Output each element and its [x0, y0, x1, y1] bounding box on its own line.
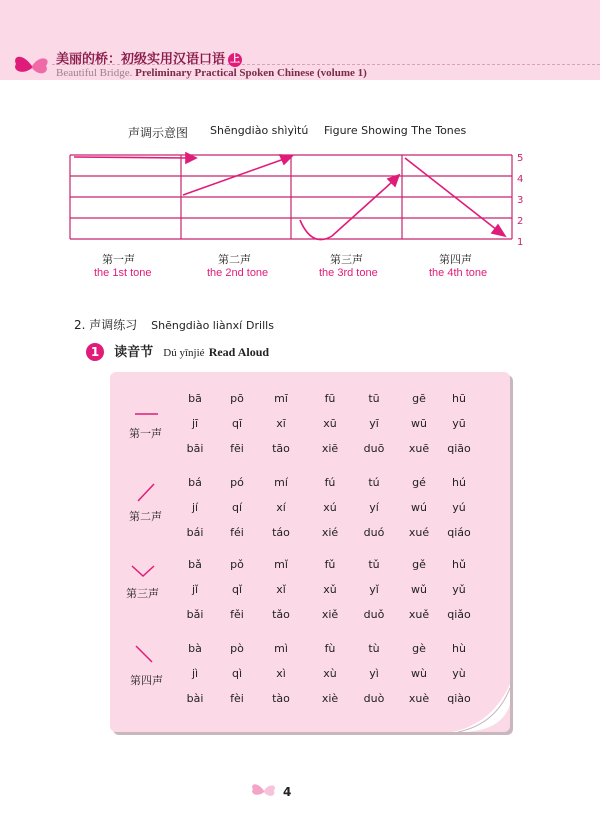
syllable: xiē: [321, 442, 339, 455]
section-number: 2.: [74, 318, 86, 332]
syllable: qiāo: [447, 442, 471, 455]
syllable: xuē: [408, 442, 430, 455]
syllable: mī: [274, 392, 288, 405]
syllable: bái: [186, 526, 204, 539]
syllable: xuě: [408, 608, 430, 621]
syllable: jí: [191, 501, 199, 514]
syllable: jì: [191, 667, 199, 680]
syllable: bài: [186, 692, 204, 705]
drill-label-tone1: 第一声: [129, 427, 162, 440]
syllable: xié: [321, 526, 339, 539]
second-tone-mark-icon: [138, 484, 154, 501]
syllable: duǒ: [363, 608, 385, 621]
figure-title-en: Figure Showing The Tones: [324, 124, 467, 137]
syllable: yǐ: [369, 583, 379, 596]
syllable: pó: [230, 476, 244, 489]
syllable: qiáo: [447, 526, 471, 539]
syllable: xué: [408, 526, 430, 539]
syllable: tǔ: [368, 558, 380, 571]
tone-label-en: the 4th tone: [429, 267, 488, 279]
syllable: duò: [363, 692, 385, 705]
tone-label-en: the 2nd tone: [207, 267, 269, 279]
syllable: mì: [274, 642, 288, 655]
syllable: xú: [323, 501, 337, 514]
tone-scale-4: 4: [517, 174, 524, 185]
section-title-cn: 声调练习: [89, 318, 138, 332]
tone-label-cn: 第四声: [439, 253, 472, 266]
syllable: duō: [363, 442, 385, 455]
syllable: qī: [231, 417, 243, 430]
tone-label-en: the 1st tone: [94, 267, 152, 279]
syllable: xiě: [321, 608, 339, 621]
syllable: gè: [412, 642, 426, 655]
tone-scale-2: 2: [517, 216, 524, 227]
syllable: pò: [230, 642, 244, 655]
tone-label-cn: 第一声: [102, 253, 135, 266]
syllable: pǒ: [230, 558, 244, 571]
drill-label-tone2: 第二声: [129, 510, 162, 523]
syllable: qí: [231, 501, 243, 514]
syllable: mí: [274, 476, 288, 489]
syllable: bá: [188, 476, 202, 489]
syllable: xǐ: [276, 583, 286, 596]
tone-label-cn: 第三声: [330, 253, 363, 266]
section-heading: [74, 316, 274, 333]
syllable: hú: [452, 476, 466, 489]
syllable: féi: [230, 526, 244, 539]
syllable: tú: [368, 476, 380, 489]
syllable: gē: [412, 392, 426, 405]
syllable: yū: [452, 417, 466, 430]
syllable: fěi: [230, 608, 244, 621]
syllable: yù: [452, 667, 466, 680]
syllable: bāi: [186, 442, 204, 455]
syllable: yí: [369, 501, 379, 514]
syllable: yú: [452, 501, 466, 514]
syllable: tǎo: [272, 608, 290, 621]
syllable: qǐ: [231, 583, 243, 596]
tone1-contour: [74, 157, 188, 158]
syllable: tù: [368, 642, 380, 655]
syllable: xuè: [408, 692, 430, 705]
page-number: 4: [283, 785, 292, 799]
tone-scale-1: 1: [517, 237, 524, 248]
tone2-contour: [183, 159, 284, 195]
fourth-tone-mark-icon: [136, 646, 152, 662]
syllable: táo: [272, 526, 290, 539]
syllable: yǔ: [452, 583, 466, 596]
syllable: fèi: [230, 692, 244, 705]
syllable: tāo: [272, 442, 290, 455]
exercise-title-pinyin: Dú yīnjié: [163, 347, 205, 359]
syllable: gé: [412, 476, 426, 489]
syllable: gě: [412, 558, 426, 571]
exercise-number: 1: [86, 343, 104, 361]
syllable: xī: [276, 417, 286, 430]
syllable: jī: [191, 417, 199, 430]
syllable: fēi: [230, 442, 244, 455]
tone2-arrowhead: [280, 155, 292, 164]
syllable: jǐ: [191, 583, 199, 596]
syllable: qì: [231, 667, 243, 680]
syllable: qiǎo: [447, 608, 471, 621]
syllable: mǐ: [274, 558, 288, 571]
tone-scale: [517, 148, 523, 253]
syllable: fù: [324, 642, 336, 655]
syllable: bā: [188, 392, 202, 405]
drill-label-tone3: 第三声: [126, 587, 159, 600]
syllable: xù: [323, 667, 337, 680]
syllable: wú: [411, 501, 427, 514]
syllable: xì: [276, 667, 286, 680]
figure-title-cn: 声调示意图: [128, 126, 189, 140]
syllable: wǔ: [411, 583, 427, 596]
syllable: fū: [324, 392, 336, 405]
tone4-contour: [405, 158, 497, 230]
section-title-en: Drills: [246, 319, 274, 332]
syllable: hù: [452, 642, 466, 655]
syllable: hǔ: [452, 558, 466, 571]
syllable: pō: [230, 392, 244, 405]
syllable: hū: [452, 392, 466, 405]
drill-label-tone4: 第四声: [130, 674, 163, 687]
syllable: bǎ: [188, 558, 202, 571]
tone-label-en: the 3rd tone: [319, 267, 378, 279]
syllable: wū: [411, 417, 427, 430]
exercise-heading: [86, 341, 269, 361]
exercise-title-cn: 读音节: [114, 345, 154, 360]
figure-title-pinyin: Shēngdiào shìyìtú: [210, 124, 309, 137]
syllable: wù: [411, 667, 427, 680]
tone3-contour: [300, 182, 392, 240]
syllable: yì: [369, 667, 379, 680]
syllable: fǔ: [324, 558, 336, 571]
tone-diagram: [0, 0, 600, 260]
book-title-cn-text: 美丽的桥：初级实用汉语口语: [56, 52, 226, 67]
syllable: tào: [272, 692, 290, 705]
syllable: yī: [369, 417, 379, 430]
syllable: qiào: [447, 692, 471, 705]
syllable: xǔ: [323, 583, 337, 596]
butterfly-footer-icon: [250, 779, 278, 801]
syllable: xí: [276, 501, 286, 514]
tone-scale-3: 3: [517, 195, 524, 206]
book-title-en-main: Preliminary Practical Spoken Chinese (volume 1): [135, 67, 367, 79]
syllable: xiè: [321, 692, 339, 705]
book-title-en-prefix: Beautiful Bridge.: [56, 67, 133, 79]
tone-scale-5: 5: [517, 153, 524, 164]
volume-badge: 上: [230, 54, 241, 65]
exercise-title-en: Read Aloud: [208, 345, 270, 359]
syllable: xū: [323, 417, 337, 430]
third-tone-mark-icon: [132, 566, 154, 576]
syllable: fú: [324, 476, 336, 489]
syllable: duó: [363, 526, 385, 539]
syllable: bà: [188, 642, 202, 655]
syllable: tū: [368, 392, 380, 405]
syllable: bǎi: [186, 608, 204, 621]
tone-label-cn: 第二声: [218, 253, 251, 266]
section-title-pinyin: Shēngdiào liànxí: [151, 319, 243, 332]
